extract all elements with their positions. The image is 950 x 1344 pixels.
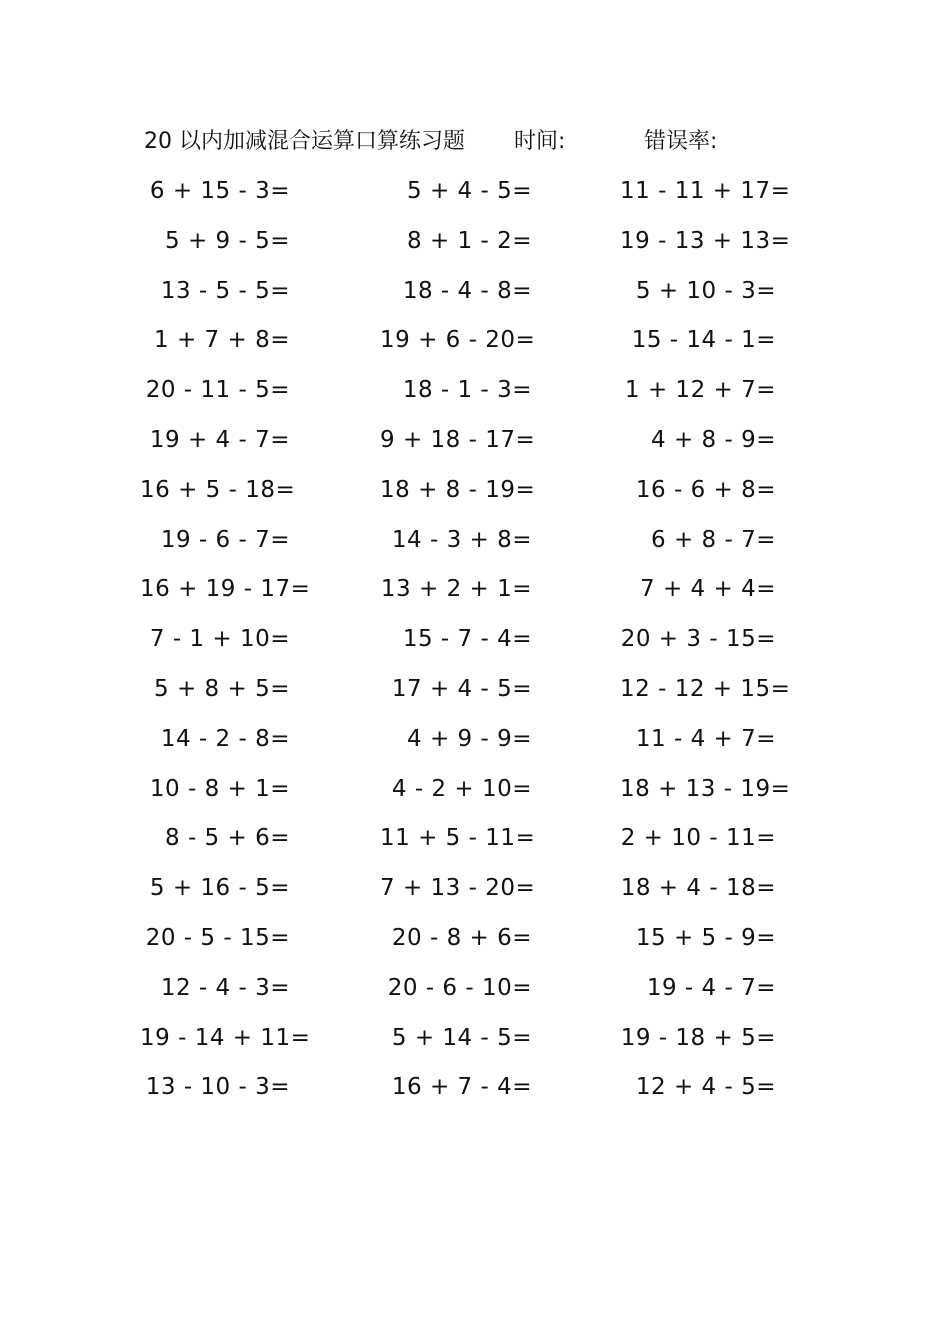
math-problem: 19 + 6 - 20= — [380, 327, 536, 354]
math-problem: 13 - 5 - 5= — [160, 277, 290, 304]
math-problem: 18 - 4 - 8= — [402, 277, 532, 304]
math-problem: 15 + 5 - 9= — [635, 924, 776, 951]
math-problem: 15 - 7 - 4= — [402, 626, 532, 653]
math-problem: 19 - 14 + 11= — [140, 1024, 311, 1051]
error-rate-label: 错误率: — [644, 129, 718, 154]
math-problem: 18 + 8 - 19= — [380, 476, 536, 503]
math-problem: 4 - 2 + 10= — [391, 775, 532, 802]
problem-row — [140, 421, 800, 471]
math-problem: 19 - 6 - 7= — [160, 526, 290, 553]
math-problem: 20 - 11 - 5= — [145, 377, 290, 404]
problem-row — [140, 521, 800, 571]
math-problem: 20 + 3 - 15= — [620, 626, 776, 653]
math-problem: 12 - 4 - 3= — [160, 974, 290, 1001]
math-problem: 13 + 2 + 1= — [380, 576, 532, 603]
math-problem: 12 + 4 - 5= — [635, 1074, 776, 1101]
math-problem: 6 + 8 - 7= — [651, 526, 776, 553]
math-problem: 12 - 12 + 15= — [620, 675, 791, 702]
math-problem: 5 + 16 - 5= — [149, 875, 290, 902]
problem-row — [140, 471, 800, 521]
math-problem: 13 - 10 - 3= — [145, 1074, 290, 1101]
math-problem: 7 + 13 - 20= — [380, 875, 536, 902]
math-problem: 18 + 4 - 18= — [620, 875, 776, 902]
problem-row — [140, 869, 800, 919]
problem-row — [140, 720, 800, 770]
problem-row — [140, 670, 800, 720]
worksheet-header — [144, 124, 784, 160]
math-problem: 15 - 14 - 1= — [631, 327, 776, 354]
math-problem: 20 - 6 - 10= — [387, 974, 532, 1001]
math-problem: 20 - 8 + 6= — [391, 924, 532, 951]
math-problem: 4 + 8 - 9= — [651, 426, 776, 453]
problem-row — [140, 919, 800, 969]
math-problem: 16 + 19 - 17= — [140, 576, 311, 603]
math-problem: 5 + 9 - 5= — [165, 227, 290, 254]
math-problem: 5 + 8 + 5= — [154, 675, 290, 702]
problem-row — [140, 969, 800, 1019]
problem-row — [140, 371, 800, 421]
math-problem: 9 + 18 - 17= — [380, 426, 536, 453]
problem-row — [140, 620, 800, 670]
math-problem: 17 + 4 - 5= — [391, 675, 532, 702]
math-problem: 4 + 9 - 9= — [407, 725, 532, 752]
math-problem: 5 + 14 - 5= — [391, 1024, 532, 1051]
math-problem: 7 + 4 + 4= — [640, 576, 776, 603]
worksheet-title: 20 以内加减混合运算口算练习题 — [144, 129, 465, 154]
problem-row — [140, 321, 800, 371]
math-problem: 6 + 15 - 3= — [149, 178, 290, 204]
math-problem: 11 - 11 + 17= — [620, 178, 791, 204]
math-problem: 19 - 4 - 7= — [646, 974, 776, 1001]
math-problem: 14 - 3 + 8= — [391, 526, 532, 553]
math-problem: 1 + 7 + 8= — [154, 327, 290, 354]
problem-grid — [140, 172, 800, 1118]
problem-row — [140, 272, 800, 322]
math-problem: 11 - 4 + 7= — [635, 725, 776, 752]
math-problem: 19 + 4 - 7= — [149, 426, 290, 453]
math-problem: 8 + 1 - 2= — [407, 227, 532, 254]
problem-row — [140, 172, 800, 222]
problem-row — [140, 1068, 800, 1118]
math-problem: 1 + 12 + 7= — [624, 377, 776, 404]
math-problem: 20 - 5 - 15= — [145, 924, 290, 951]
math-problem: 18 + 13 - 19= — [620, 775, 791, 802]
math-problem: 18 - 1 - 3= — [402, 377, 532, 404]
problem-row — [140, 819, 800, 869]
math-problem: 16 + 7 - 4= — [391, 1074, 532, 1101]
math-problem: 5 + 4 - 5= — [407, 178, 532, 204]
math-problem: 2 + 10 - 11= — [620, 825, 776, 852]
math-problem: 16 - 6 + 8= — [635, 476, 776, 503]
math-problem: 16 + 5 - 18= — [140, 476, 296, 503]
problem-row — [140, 770, 800, 820]
math-problem: 11 + 5 - 11= — [380, 825, 536, 852]
math-problem: 19 - 13 + 13= — [620, 227, 791, 254]
math-problem: 10 - 8 + 1= — [149, 775, 290, 802]
time-label: 时间: — [514, 129, 566, 154]
math-problem: 5 + 10 - 3= — [635, 277, 776, 304]
math-problem: 19 - 18 + 5= — [620, 1024, 776, 1051]
problem-row — [140, 222, 800, 272]
problem-row — [140, 570, 800, 620]
math-problem: 8 - 5 + 6= — [165, 825, 290, 852]
math-problem: 7 - 1 + 10= — [149, 626, 290, 653]
math-problem: 14 - 2 - 8= — [160, 725, 290, 752]
problem-row — [140, 1019, 800, 1069]
